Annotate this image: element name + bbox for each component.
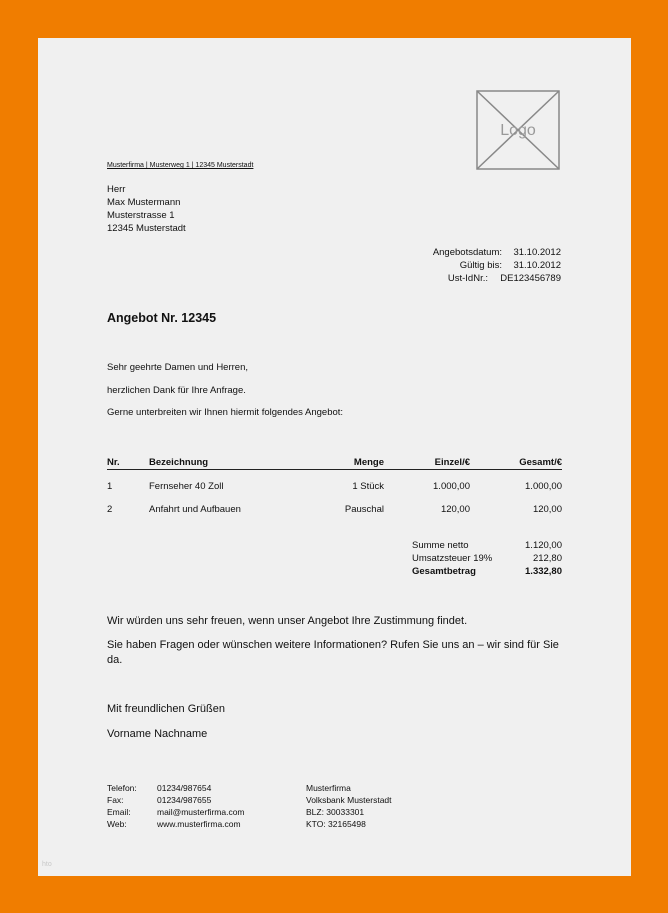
logo-placeholder (476, 90, 560, 170)
footer-contact-row (107, 806, 245, 818)
footer-contact-row (107, 794, 245, 806)
document-title: Angebot Nr. 12345 (107, 311, 217, 325)
table-row (107, 504, 562, 527)
meta-row-vatid (433, 272, 561, 285)
cell-nr: 1 (107, 481, 113, 492)
salutation: Sehr geehrte Damen und Herren, (107, 362, 248, 373)
signature-name: Vorname Nachname (107, 728, 208, 740)
footer-value: 01234/987654 (157, 783, 212, 793)
footer-label: Email: (107, 807, 131, 817)
cell-nr: 2 (107, 504, 113, 515)
logo-placeholder-icon (476, 90, 560, 170)
recipient-line: Herr (107, 184, 126, 195)
footer-bank-line: Musterfirma (306, 783, 351, 793)
meta-value: 31.10.2012 (513, 260, 561, 271)
thanks-line: herzlichen Dank für Ihre Anfrage. (107, 385, 246, 396)
meta-row-valid (433, 259, 561, 272)
header-menge: Menge (353, 457, 384, 468)
closing-line-2: Sie haben Fragen oder wünschen weitere Informationen? Rufen Sie uns an – wir sind für Sie da. (107, 639, 559, 666)
total-row-vat (412, 552, 562, 565)
table-row (107, 481, 562, 504)
logo-text: Logo (500, 122, 536, 139)
cell-menge: Pauschal (344, 504, 384, 515)
footer-value: mail@musterfirma.com (157, 807, 245, 817)
recipient-line: 12345 Musterstadt (107, 223, 186, 234)
total-value: 1.120,00 (525, 540, 562, 551)
footer-value: 01234/987655 (157, 795, 212, 805)
footer-contact-row (107, 818, 245, 830)
meta-label: Gültig bis: (459, 260, 502, 271)
total-value: 1.332,80 (525, 566, 562, 577)
total-label: Summe netto (412, 540, 469, 551)
watermark-text: hto (42, 861, 52, 868)
totals-block (412, 539, 562, 578)
total-label: Umsatzsteuer 19% (412, 553, 493, 564)
footer-label: Web: (107, 819, 127, 829)
cell-bezeichnung: Anfahrt und Aufbauen (149, 504, 241, 515)
greeting: Mit freundlichen Grüßen (107, 703, 225, 715)
total-value: 212,80 (532, 553, 562, 564)
footer-label: Telefon: (107, 783, 137, 793)
intro-line: Gerne unterbreiten wir Ihnen hiermit folgendes Angebot: (107, 407, 344, 418)
document-page (38, 38, 631, 876)
cell-gesamt: 120,00 (532, 504, 562, 515)
footer-contact (107, 782, 245, 830)
meta-row-date (433, 246, 561, 259)
closing-line-1: Wir würden uns sehr freuen, wenn unser Angebot Ihre Zustimmung findet. (107, 615, 468, 627)
total-row-net (412, 539, 562, 552)
meta-label: Angebotsdatum: (432, 247, 502, 258)
header-einzel: Einzel/€ (434, 457, 470, 468)
cell-einzel: 1.000,00 (433, 481, 470, 492)
footer-value: www.musterfirma.com (157, 819, 241, 829)
total-label: Gesamtbetrag (412, 566, 476, 577)
footer-bank-line: BLZ: 30033301 (306, 807, 365, 817)
cell-menge: 1 Stück (352, 481, 384, 492)
recipient-line: Musterstrasse 1 (107, 210, 175, 221)
header-gesamt: Gesamt/€ (519, 457, 562, 468)
footer-label: Fax: (107, 795, 124, 805)
offer-table (107, 457, 562, 527)
footer-bank-line: Volksbank Musterstadt (306, 795, 392, 805)
cell-bezeichnung: Fernseher 40 Zoll (149, 481, 224, 492)
meta-label: Ust-IdNr.: (447, 273, 488, 284)
footer-bank-line: KTO: 32165498 (306, 819, 366, 829)
meta-value: DE123456789 (500, 273, 561, 284)
cell-gesamt: 1.000,00 (525, 481, 562, 492)
sender-address-line: Musterfirma | Musterweg 1 | 12345 Musterstadt (107, 162, 254, 169)
table-header-row (107, 457, 562, 470)
total-row-gross (412, 565, 562, 578)
meta-value: 31.10.2012 (513, 247, 561, 258)
recipient-line: Max Mustermann (107, 197, 181, 208)
cell-einzel: 120,00 (440, 504, 470, 515)
header-nr: Nr. (107, 457, 120, 468)
footer-contact-row (107, 782, 245, 794)
recipient-address (107, 183, 186, 235)
header-bezeichnung: Bezeichnung (149, 457, 209, 468)
footer-bank (306, 782, 392, 830)
offer-meta (433, 246, 561, 285)
